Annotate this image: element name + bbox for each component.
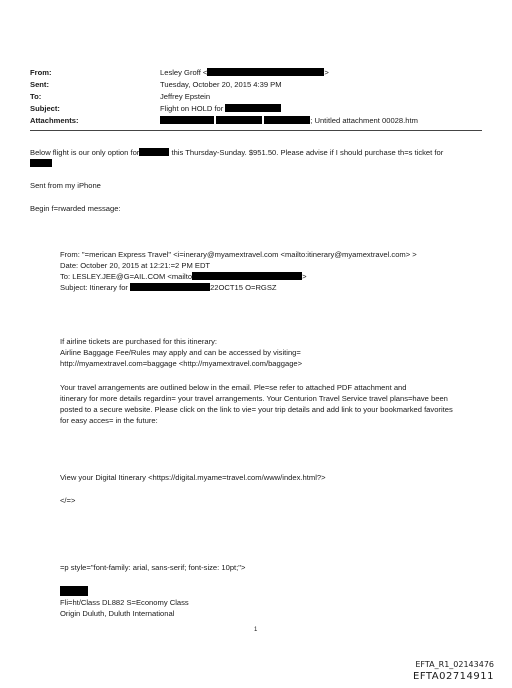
from-value: Lesley Groff < > [160, 68, 329, 77]
body-line-1: Below flight is our only option for this Thursday-Sunday. $951.50. Please advise if I should purchase th=s ticket for [30, 148, 444, 157]
digital-itinerary-link: View your Digital Itinerary <https://digital.myame=travel.com/www/index.html?> [60, 473, 326, 482]
redaction-box [225, 104, 281, 112]
sent-value: Tuesday, October 20, 2015 4:39 PM [160, 80, 282, 89]
from-label: From: [30, 68, 52, 77]
sent-label: Sent: [30, 80, 49, 89]
efta-stamp-2: EFTA02714911 [413, 671, 494, 682]
efta-stamp-1: EFTA_R1_02143476 [415, 660, 494, 669]
to-label: To: [30, 92, 42, 101]
begin-forwarded: Begin f=rwarded message: [30, 204, 121, 213]
redaction-box [60, 586, 88, 596]
redaction-box [139, 148, 169, 156]
header-divider [30, 130, 482, 131]
to-value: Jeffrey Epstein [160, 92, 211, 101]
redaction-box [264, 116, 310, 124]
redaction-box [207, 68, 324, 76]
fwd-date: Date: October 20, 2015 at 12:21:=2 PM EDT [60, 261, 211, 270]
redaction-box [192, 272, 302, 280]
baggage-line-2: Airline Baggage Fee/Rules may apply and can be accessed by visiting= [60, 348, 301, 357]
baggage-line-3: http://myamextravel.com=baggage <http://myamextravel.com/baggage> [60, 359, 303, 368]
redaction-box [160, 116, 214, 124]
para-line-1: Your travel arrangements are outlined below in the email. Ple=se refer to attached PDF attachment and [60, 383, 407, 392]
sent-from: Sent from my iPhone [30, 181, 101, 190]
attachments-value: ; Untitled attachment 00028.htm [160, 116, 418, 126]
fwd-to: To: LESLEY.JEE@G=AIL.COM <mailto > [60, 272, 307, 281]
flight-class: Fli=ht/Class DL882 S=Economy Class [60, 598, 189, 607]
redaction-box [216, 116, 262, 124]
closing-tag: </=> [60, 496, 76, 505]
fwd-subject: Subject: Itinerary for 22OCT15 O=RGSZ [60, 283, 277, 292]
para-line-2: itinerary for more details regardin= your travel arrangements. Your Centurion Travel Service travel plans=have been [60, 394, 448, 403]
redacted-name [60, 586, 88, 598]
para-line-4: for easy acces= in the future: [60, 416, 158, 425]
page-number: 1 [254, 627, 258, 633]
fwd-from: From: "=merican Express Travel" <i=inerary@myamextravel.com <mailto:itinerary@myamextravel.com> > [60, 250, 417, 259]
style-tag-line: =p style="font-family: arial, sans-serif; font-size: 10pt;"> [60, 563, 246, 572]
redaction-box [130, 283, 210, 291]
para-line-3: posted to a secure website. Please click on the link to vie= your trip details and add link to your bookmarked favorites [60, 405, 453, 414]
subject-label: Subject: [30, 104, 60, 113]
redaction-box [30, 159, 52, 167]
subject-value: Flight on HOLD for [160, 104, 281, 114]
baggage-line-1: If airline tickets are purchased for this itinerary: [60, 337, 218, 346]
attachments-label: Attachments: [30, 116, 79, 125]
origin: Origin Duluth, Duluth International [60, 609, 175, 618]
body-line-1-cont [30, 159, 52, 169]
